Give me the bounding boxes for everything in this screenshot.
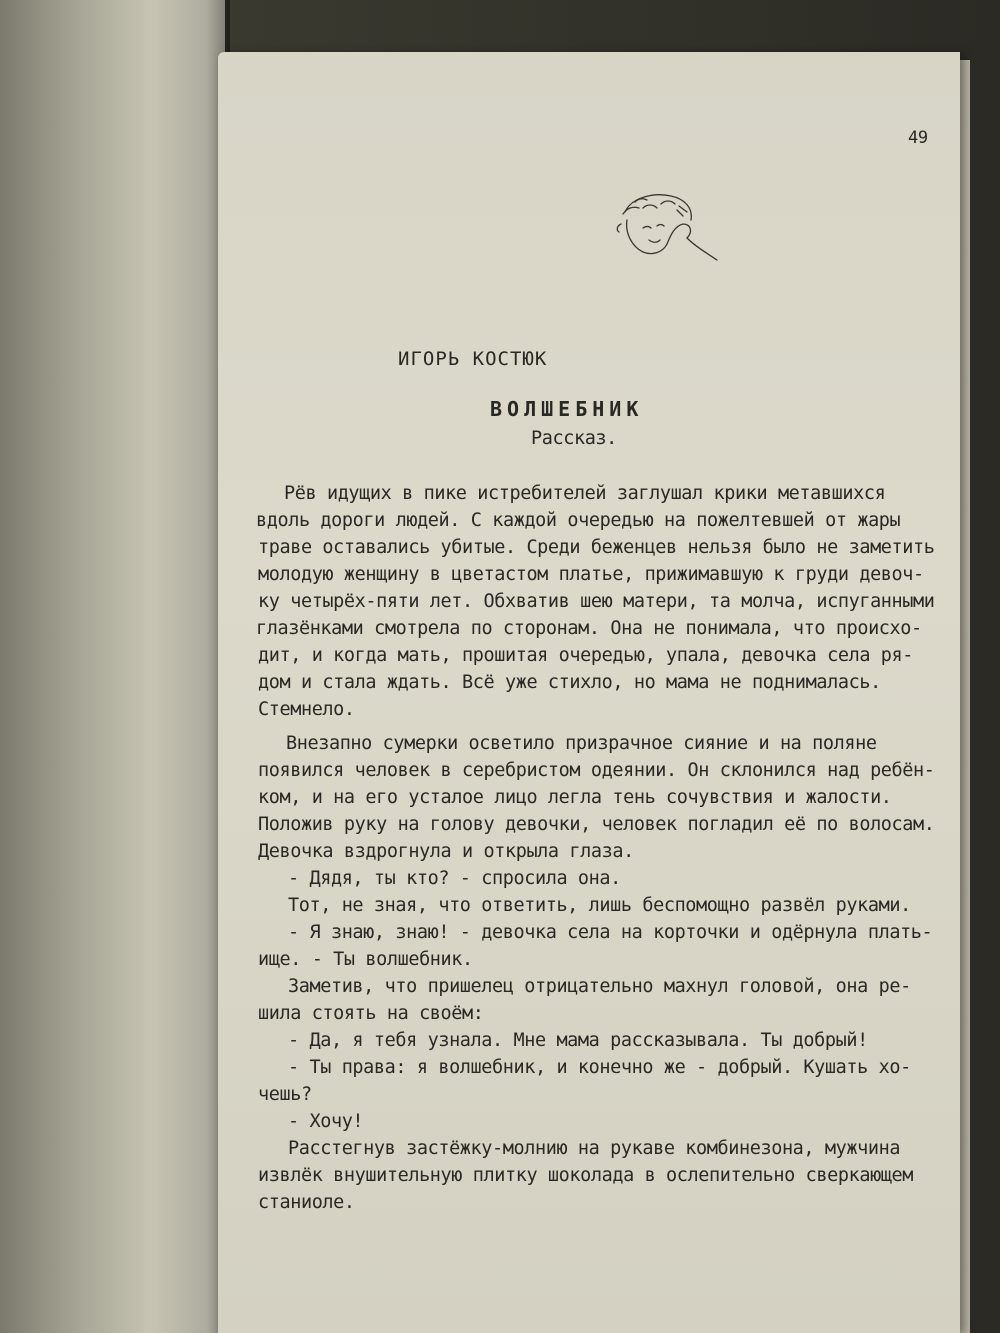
text-line: Заметив, что пришелец отрицательно махнул головой, она ре- <box>288 976 911 997</box>
text-line: ком, и на его усталое лицо легла тень сочувствия и жалости. <box>258 787 892 808</box>
text-line: глазёнками смотрела по сторонам. Она не понимала, что происхо- <box>256 618 922 639</box>
text-line: Рёв идущих в пике истребителей заглушал крики метавшихся <box>284 483 886 504</box>
text-line: ище. - Ты волшебник. <box>258 949 473 970</box>
story-title: ВОЛШЕБНИК <box>490 397 644 421</box>
child-face-sketch-icon <box>613 190 723 275</box>
text-line: ку четырёх-пяти лет. Обхватив шею матери, та молча, испуганными <box>258 591 935 612</box>
story-genre: Рассказ. <box>531 428 617 449</box>
text-line: траве оставались убитые. Среди беженцев нельзя было не заметить <box>258 537 935 558</box>
text-line: станиоле. <box>258 1192 355 1213</box>
author-name: ИГОРЬ КОСТЮК <box>398 348 548 370</box>
text-line: дом и стала ждать. Всё уже стихло, но мама не поднималась. <box>258 672 881 693</box>
text-line: - Дядя, ты кто? - спросила она. <box>288 868 621 889</box>
text-line: появился человек в серебристом одеянии. Он склонился над ребён- <box>258 760 935 781</box>
text-line: чешь? <box>258 1084 312 1105</box>
text-line: Положив руку на голову девочки, человек погладил её по волосам. <box>258 814 935 835</box>
text-line: шила стоять на своём: <box>258 1003 484 1024</box>
text-line: - Хочу! <box>288 1111 364 1132</box>
text-line: Расстегнув застёжку-молнию на рукаве комбинезона, мужчина <box>288 1138 901 1159</box>
text-line: Стемнело. <box>258 699 355 720</box>
text-line: вдоль дороги людей. С каждой очередью на пожелтевшей от жары <box>256 510 901 531</box>
text-line: - Ты права: я волшебник, и конечно же - добрый. Кушать хо- <box>288 1057 911 1078</box>
text-line: Внезапно сумерки осветило призрачное сияние и на поляне <box>286 733 877 754</box>
text-line: дит, и когда мать, прошитая очередью, упала, девочка села ря- <box>258 645 914 666</box>
text-line: Тот, не зная, что ответить, лишь беспомощно развёл руками. <box>288 895 911 916</box>
text-line: - Я знаю, знаю! - девочка села на корточки и одёрнула плать- <box>288 922 933 943</box>
text-line: извлёк внушительную плитку шоколада в ослепительно сверкающем <box>258 1165 914 1186</box>
text-line: - Да, я тебя узнала. Мне мама рассказывала. Ты добрый! <box>288 1030 868 1051</box>
typewritten-page <box>218 52 960 1333</box>
text-line: Девочка вздрогнула и открыла глаза. <box>258 841 634 862</box>
page-number: 49 <box>908 128 928 148</box>
text-line: молодую женщину в цветастом платье, прижимавшую к груди девоч- <box>258 564 924 585</box>
